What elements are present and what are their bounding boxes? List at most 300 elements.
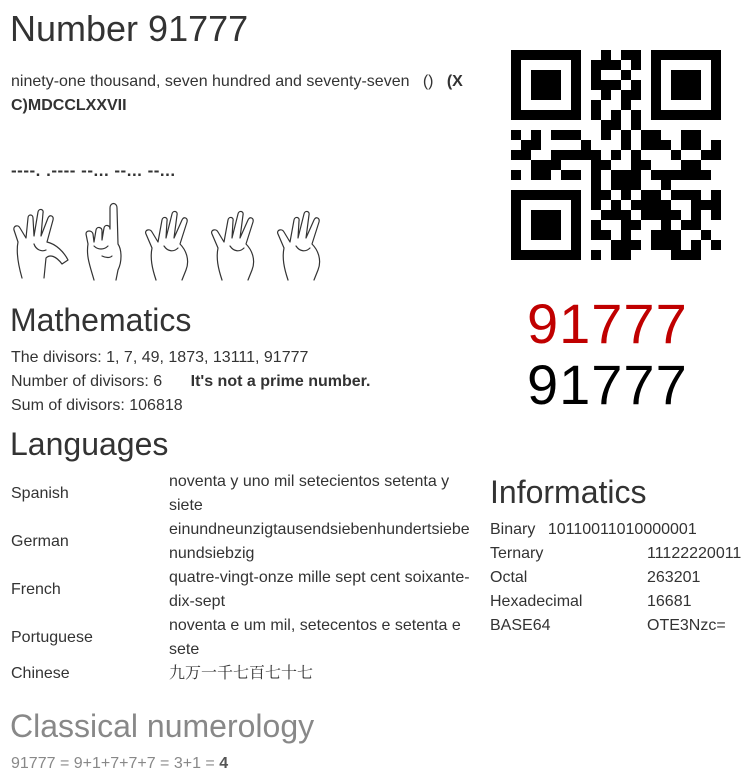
qr-module [561,150,571,160]
qr-module [711,200,721,210]
qr-module [691,210,701,220]
qr-module [541,80,551,90]
qr-module [531,110,541,120]
qr-module [601,130,611,140]
qr-module [681,80,691,90]
qr-module [571,200,581,210]
qr-module [681,50,691,60]
language-text: quatre-vingt-onze mille sept cent soixante-dix-sept [169,569,470,610]
qr-module [521,110,531,120]
qr-module [651,240,661,250]
qr-module [661,200,671,210]
qr-module [621,100,631,110]
qr-module [691,220,701,230]
qr-module [541,170,551,180]
qr-module [671,230,681,240]
qr-module [551,90,561,100]
qr-module [651,140,661,150]
qr-module [701,110,711,120]
qr-module [701,150,711,160]
qr-module [621,190,631,200]
qr-module [681,110,691,120]
qr-module [571,190,581,200]
qr-module [621,240,631,250]
qr-module [691,200,701,210]
qr-module [531,160,541,170]
qr-module [631,80,641,90]
qr-module [551,130,561,140]
qr-module [681,220,691,230]
binary-line [490,518,697,542]
qr-module [691,250,701,260]
language-name: German [11,533,69,550]
qr-module [671,170,681,180]
qr-module [551,160,561,170]
qr-module [571,240,581,250]
language-name: Chinese [11,665,70,682]
qr-module [551,220,561,230]
qr-module [591,80,601,90]
qr-module [591,200,601,210]
qr-module [541,210,551,220]
informatics-label: Hexadecimal [490,593,583,610]
qr-module [621,230,631,240]
qr-module [671,50,681,60]
qr-module [571,220,581,230]
qr-module [681,250,691,260]
qr-module [691,50,701,60]
qr-module [681,70,691,80]
qr-module [581,150,591,160]
qr-module [681,160,691,170]
informatics-value: OTE3Nzc= [647,617,726,634]
language-text: einundneunzigtausendsiebenhundertsiebe nundsiebzig [169,521,470,562]
qr-module [681,190,691,200]
qr-module [661,140,671,150]
qr-module [711,240,721,250]
qr-module [711,70,721,80]
qr-module [551,190,561,200]
qr-module [551,70,561,80]
qr-module [551,230,561,240]
qr-module [661,240,671,250]
languages-table [11,470,473,686]
qr-module [611,210,621,220]
qr-module [591,180,601,190]
informatics-row [490,542,741,566]
qr-module [691,140,701,150]
qr-module [631,160,641,170]
qr-module [511,210,521,220]
numerology-formula: 91777 = 9+1+7+7+7 = 3+1 = [11,755,215,772]
qr-module [531,70,541,80]
qr-module [671,150,681,160]
qr-module [511,200,521,210]
qr-module [661,210,671,220]
qr-module [531,220,541,230]
page-title: Number 91777 [10,8,249,49]
qr-module [651,80,661,90]
qr-module [571,90,581,100]
qr-module [691,130,701,140]
qr-module [691,110,701,120]
qr-module [521,150,531,160]
qr-module [601,190,611,200]
qr-module [651,130,661,140]
hand-signs [10,200,340,284]
qr-module [531,230,541,240]
qr-module [621,130,631,140]
qr-module [671,70,681,80]
qr-module [621,90,631,100]
qr-module [621,210,631,220]
qr-module [561,130,571,140]
qr-module [511,90,521,100]
qr-module [591,170,601,180]
qr-module [651,230,661,240]
qr-module [551,80,561,90]
qr-module [661,110,671,120]
qr-module [591,100,601,110]
number-in-words: ninety-one thousand, seven hundred and seventy-seven [11,73,410,90]
qr-module [631,180,641,190]
binary-value: 10110011010000001 [547,521,697,538]
qr-module [551,50,561,60]
qr-module [561,110,571,120]
qr-module [641,130,651,140]
qr-module [631,110,641,120]
qr-module [541,250,551,260]
qr-module [631,50,641,60]
qr-module [651,110,661,120]
qr-module [631,60,641,70]
qr-module [541,110,551,120]
qr-module [661,50,671,60]
qr-module [511,240,521,250]
qr-module [651,50,661,60]
qr-module [531,90,541,100]
qr-module [511,70,521,80]
qr-module [601,50,611,60]
qr-module [571,230,581,240]
seven-fingers-icon [212,211,254,280]
qr-module [511,130,521,140]
qr-module [701,170,711,180]
qr-module [511,150,521,160]
big-number-black: 91777 [527,353,688,416]
qr-module [631,220,641,230]
number-words-block [11,70,481,118]
seven-fingers-icon [146,211,188,280]
qr-module [681,90,691,100]
qr-module [561,250,571,260]
qr-module [591,70,601,80]
big-number-red: 91777 [527,292,688,355]
qr-module [591,160,601,170]
qr-module [601,230,611,240]
qr-module [631,200,641,210]
informatics-value: 16681 [647,593,692,610]
mathematics-heading: Mathematics [10,302,192,338]
qr-module [551,250,561,260]
qr-module [671,250,681,260]
qr-module [601,210,611,220]
qr-module [571,60,581,70]
qr-code-svg [511,50,721,260]
qr-module [661,220,671,230]
qr-module [531,130,541,140]
qr-module [611,110,621,120]
qr-module [661,180,671,190]
qr-module [511,50,521,60]
qr-module [631,170,641,180]
qr-module [601,60,611,70]
qr-module [671,210,681,220]
qr-module [541,70,551,80]
qr-module [691,70,701,80]
qr-module [511,190,521,200]
qr-module [681,140,691,150]
qr-module [541,220,551,230]
qr-module [621,220,631,230]
qr-module [631,90,641,100]
one-finger-icon [86,204,121,281]
qr-module [591,190,601,200]
qr-module [521,190,531,200]
qr-module [711,140,721,150]
qr-module [641,140,651,150]
language-text: noventa e um mil, setecentos e setenta e sete [169,617,461,658]
qr-module [511,80,521,90]
qr-module [541,190,551,200]
language-text: 九万一千七百七十七 [169,665,314,682]
qr-module [531,190,541,200]
num-divisors: Number of divisors: 6 [11,373,163,390]
seven-fingers-icon [278,211,320,280]
qr-module [711,110,721,120]
qr-module [541,160,551,170]
qr-module [651,170,661,180]
qr-module [511,170,521,180]
qr-module [611,250,621,260]
qr-module [671,110,681,120]
num-divisors-line [11,370,370,394]
qr-module [701,50,711,60]
qr-module [591,220,601,230]
qr-module [611,240,621,250]
qr-module [641,210,651,220]
qr-module [621,50,631,60]
qr-module [511,220,521,230]
qr-module [531,80,541,90]
qr-module [661,170,671,180]
qr-module [571,130,581,140]
morse-code: ----. .---- --... --... --... [11,161,176,180]
informatics-value: 263201 [647,569,701,586]
informatics-row [490,566,741,590]
language-name: Portuguese [11,629,93,646]
hand-signs-svg [10,200,340,284]
qr-module [571,170,581,180]
qr-module [631,150,641,160]
qr-module [521,50,531,60]
roman-numeral: (X C)MDCCLXXVII [11,73,463,114]
divisors-line: The divisors: 1, 7, 49, 1873, 13111, 91777 [11,349,309,366]
qr-module [571,250,581,260]
qr-module [711,60,721,70]
qr-module [711,210,721,220]
qr-module [631,120,641,130]
qr-module [641,190,651,200]
language-row [11,566,473,614]
qr-module [511,230,521,240]
qr-module [711,100,721,110]
qr-module [571,150,581,160]
informatics-row [490,590,741,614]
qr-module [651,100,661,110]
qr-module [571,110,581,120]
qr-module [601,80,611,90]
informatics-label: Ternary [490,545,544,562]
language-row [11,470,473,518]
language-name: French [11,581,61,598]
qr-module [621,170,631,180]
qr-module [571,210,581,220]
binary-label: Binary [490,521,536,538]
qr-module [611,150,621,160]
qr-module [651,200,661,210]
qr-module [591,150,601,160]
qr-module [591,60,601,70]
qr-module [711,90,721,100]
qr-module [601,90,611,100]
informatics-row [490,614,741,638]
qr-module [571,100,581,110]
qr-module [641,200,651,210]
qr-module [681,170,691,180]
nine-fingers-icon [14,209,68,278]
qr-module [591,110,601,120]
qr-module [711,50,721,60]
qr-module [531,50,541,60]
sum-divisors-line: Sum of divisors: 106818 [11,397,183,414]
qr-module [651,190,661,200]
qr-module [541,230,551,240]
qr-module [511,250,521,260]
qr-module [571,80,581,90]
qr-module [611,180,621,190]
language-row [11,614,473,662]
language-row [11,662,473,686]
qr-module [691,170,701,180]
informatics-table [490,542,741,638]
language-name: Spanish [11,485,69,502]
informatics-heading: Informatics [490,474,647,510]
qr-module [701,230,711,240]
qr-module [691,160,701,170]
qr-module [541,50,551,60]
prime-note: It's not a prime number. [190,373,371,390]
qr-module [621,250,631,260]
qr-module [531,140,541,150]
qr-module [711,150,721,160]
qr-module [651,90,661,100]
qr-module [511,60,521,70]
qr-module [681,130,691,140]
qr-module [651,60,661,70]
qr-module [711,190,721,200]
informatics-label: BASE64 [490,617,551,634]
qr-module [621,180,631,190]
qr-module [641,160,651,170]
qr-module [611,60,621,70]
qr-module [531,210,541,220]
qr-module [571,50,581,60]
parens: () [422,73,434,90]
qr-module [671,80,681,90]
qr-module [611,170,621,180]
qr-module [651,210,661,220]
qr-module [661,230,671,240]
qr-module [631,240,641,250]
qr-module [581,140,591,150]
language-row [11,518,473,566]
qr-module [541,90,551,100]
qr-module [611,200,621,210]
qr-code [511,50,721,260]
qr-module [651,70,661,80]
qr-module [621,140,631,150]
qr-module [531,250,541,260]
qr-module [671,240,681,250]
qr-module [591,230,601,240]
qr-module [691,80,701,90]
qr-module [611,80,621,90]
qr-module [691,190,701,200]
qr-module [561,170,571,180]
languages-heading: Languages [10,426,169,462]
qr-module [601,160,611,170]
qr-module [561,190,571,200]
qr-module [521,250,531,260]
numerology-line [11,752,228,776]
qr-module [571,70,581,80]
numerology-result: 4 [219,755,229,772]
qr-module [531,170,541,180]
numerology-heading: Classical numerology [10,708,315,744]
qr-module [591,250,601,260]
qr-module [671,190,681,200]
qr-module [551,150,561,160]
qr-module [711,80,721,90]
qr-module [561,50,571,60]
qr-module [511,110,521,120]
informatics-value: 11122220011 [647,545,742,562]
qr-module [551,110,561,120]
informatics-label: Octal [490,569,528,586]
qr-module [511,100,521,110]
qr-module [701,200,711,210]
qr-module [551,210,561,220]
qr-module [691,90,701,100]
qr-module [671,90,681,100]
qr-module [691,240,701,250]
qr-module [601,120,611,130]
language-text: noventa y uno mil setecientos setenta y siete [169,473,450,514]
qr-module [521,140,531,150]
qr-module [611,120,621,130]
qr-module [621,70,631,80]
